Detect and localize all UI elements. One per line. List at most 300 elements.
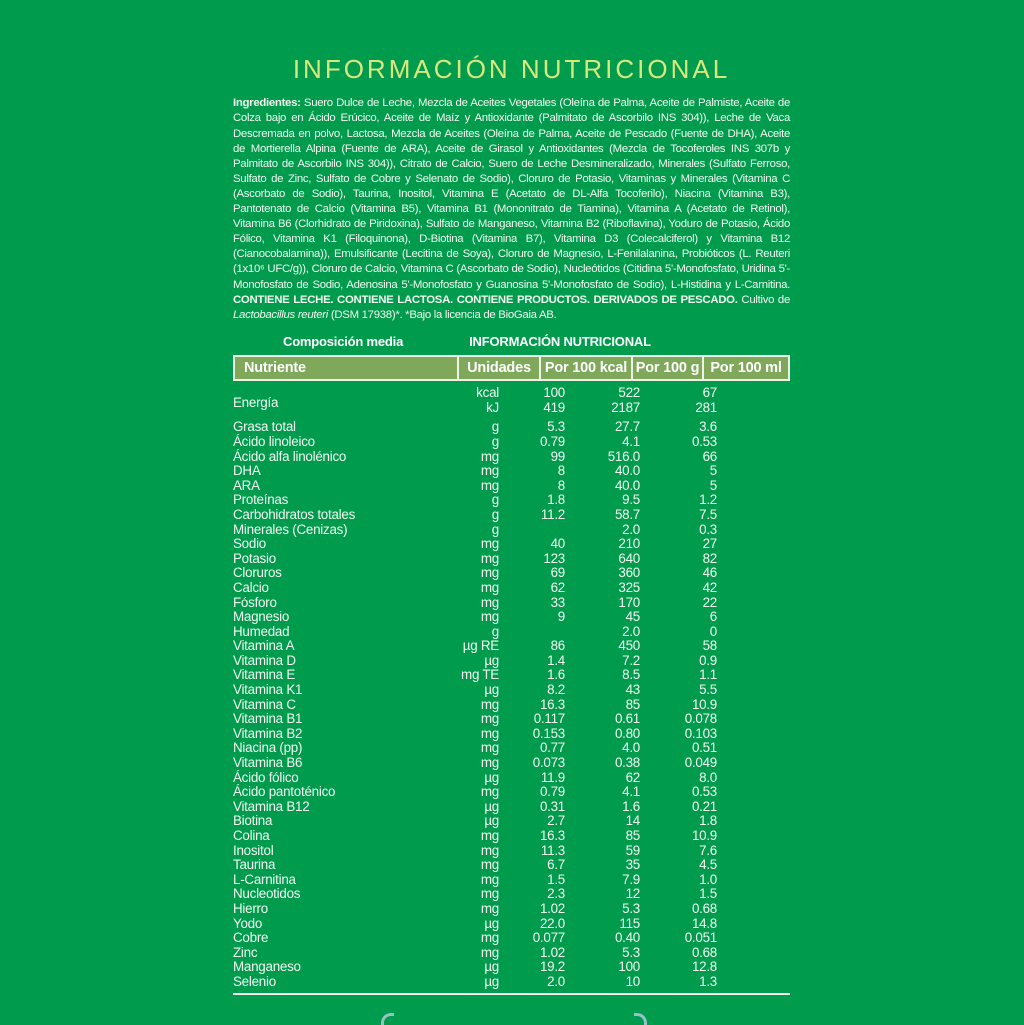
cell-spacer bbox=[717, 537, 790, 552]
cell-per-100-ml: 0.078 bbox=[684, 711, 717, 727]
cell-nutrient-name: L-Carnitina bbox=[233, 871, 296, 887]
ingredient-segment: Suero Dulce de Leche, Mezcla de Aceites Vegetales (Oleína de Palma, Aceite de Palmiste, Aceite de Colza bajo en Ácido Erúcico, Aceite de Maíz y Antioxidante (Palmitato de Ascorbilo INS 304)), Leche de Vaca Descremada en polvo, Lactosa, Mezcla de Aceites (Oleína de Palma, Aceite de Pescado (Fuente de DHA), Aceite de Mortierella Alpina (Fuente de ARA), Aceite de Girasol y Antioxidantes (Mezcla de Tocoferoles INS 307b y Palmitato de Ascorbilo INS 304)), Citrato de Calcio, Suero de Leche Desmineralizado, Minerales (Sulfato Ferroso, Sulfato de Zinc, Sulfato de Cobre y Selenato de Sodio), Cloruro de Potasio, Vitaminas y Minerales (Vitamina C (Ascorbato de Sodio), Taurina, Inositol, Vitamina E (Acetato de DL-Alfa Tocoferilo), Niacina (Vitamina B3), Pantotenato de Calcio (Vitamina B5), Vitamina B1 (Mononitrato de Tiamina), Vitamina A (Acetato de Retinol), Vitamina B6 (Clorhidrato de Piridoxina), Sulfato de Manganeso, Vitamina B2 (Riboflavina), Yoduro de Potasio, Ácido Fólico, Vitamina K1 (Filoquinona), D-Biotina (Vitamina B7), Vitamina D3 (Colecalciferol) y Vitamina B12 (Cianocobalamina)), Emulsificante (Lecitina de Soya), Cloruro de Magnesio, L-Fenilalanina, Probióticos (L. Reuteri (1x10⁶ UFC/g)), Cloruro de Calcio, Vitamina C (Ascorbato de Sodio), Nucleótidos (Citidina 5'-Monofosfato, Uridina 5'-Monofosfato de Sodio, Adenosina 5'-Monofosfato y Guanosina 5'-Monofosfato de Sodio), L-Histidina y L-Carnitina. bbox=[233, 97, 790, 291]
ingredient-segment: CONTIENE LECHE. CONTIENE LACTOSA. CONTIENE PRODUCTOS. DERIVADOS DE PESCADO. bbox=[233, 293, 742, 306]
table-row bbox=[233, 420, 790, 435]
table-row bbox=[233, 931, 790, 946]
ingredients-paragraph bbox=[233, 96, 790, 322]
cell-unit: kcal bbox=[476, 385, 499, 401]
table-row bbox=[233, 960, 790, 975]
cell-spacer bbox=[717, 683, 790, 698]
cell-per-100-g: 2.0 bbox=[622, 521, 640, 537]
cell-per-100-ml: 1.1 bbox=[699, 667, 717, 683]
cell-spacer bbox=[717, 401, 790, 421]
cell-per-100-g: 360 bbox=[618, 565, 640, 581]
cell-nutrient-name: Grasa total bbox=[233, 419, 296, 435]
cell-per-100-ml: 67 bbox=[702, 385, 717, 401]
cell-per-100-ml: 66 bbox=[702, 448, 717, 464]
cell-nutrient-name: Ácido fólico bbox=[233, 769, 299, 785]
table-row bbox=[233, 873, 790, 888]
cell-spacer bbox=[717, 566, 790, 581]
cell-per-100-g: 516.0 bbox=[607, 448, 640, 464]
cell-spacer bbox=[717, 712, 790, 727]
cell-per-100-kcal: 1.4 bbox=[547, 652, 565, 668]
cell-per-100-g: 59 bbox=[625, 842, 640, 858]
cell-per-100-kcal: 1.02 bbox=[539, 944, 565, 960]
cell-spacer bbox=[717, 741, 790, 756]
cell-per-100-ml: 0.53 bbox=[691, 784, 717, 800]
cell-nutrient-name: Biotina bbox=[233, 813, 273, 829]
cell-per-100-kcal: 2.0 bbox=[547, 973, 565, 989]
cell-nutrient-name: Zinc bbox=[233, 944, 258, 960]
cell-nutrient-name: Vitamina B6 bbox=[233, 755, 303, 771]
section-label-informacion-nutricional: INFORMACIÓN NUTRICIONAL bbox=[469, 334, 651, 350]
table-row bbox=[233, 435, 790, 450]
cell-nutrient-name: Colina bbox=[233, 828, 270, 843]
cell-nutrient-name: Minerales (Cenizas) bbox=[233, 521, 348, 537]
cell-unit: g bbox=[491, 419, 499, 435]
table-row bbox=[233, 741, 790, 756]
cell-per-100-ml: 0.68 bbox=[691, 900, 717, 916]
cell-nutrient-name: DHA bbox=[233, 463, 261, 479]
cell-unit: mg bbox=[480, 900, 499, 916]
cell-spacer bbox=[717, 479, 790, 494]
cell-per-100-kcal: 16.3 bbox=[539, 696, 565, 712]
cell-unit: mg bbox=[480, 696, 499, 712]
cell-per-100-g: 27.7 bbox=[614, 419, 640, 435]
cell-per-100-kcal: 0.77 bbox=[539, 740, 565, 756]
cell-spacer bbox=[717, 785, 790, 800]
table-header-band bbox=[233, 355, 790, 381]
cell-nutrient-name: Magnesio bbox=[233, 609, 290, 625]
cell-unit: mg bbox=[480, 463, 499, 479]
header-cell-nutrient: Nutriente bbox=[244, 360, 306, 377]
cell-per-100-g: 12 bbox=[625, 886, 640, 902]
cell-per-100-ml: 6 bbox=[709, 609, 717, 625]
cell-nutrient-name: Ácido pantoténico bbox=[233, 784, 336, 800]
header-cell-units: Unidades bbox=[457, 357, 539, 379]
cell-spacer bbox=[717, 508, 790, 523]
cell-spacer bbox=[717, 771, 790, 786]
cell-per-100-g: 40.0 bbox=[614, 463, 640, 479]
cell-unit: mg bbox=[480, 725, 499, 741]
cell-per-100-g: 1.6 bbox=[622, 798, 640, 814]
cell-unit: g bbox=[491, 506, 499, 522]
cell-per-100-g: 4.1 bbox=[622, 784, 640, 800]
cell-per-100-ml: 7.5 bbox=[699, 506, 717, 522]
cell-per-100-ml: 10.9 bbox=[691, 696, 717, 712]
nutrition-table-body bbox=[233, 386, 790, 989]
cell-nutrient-name: Ácido linoleico bbox=[233, 433, 315, 449]
table-row bbox=[233, 858, 790, 873]
cell-per-100-g: 7.2 bbox=[622, 652, 640, 668]
cell-per-100-g: 640 bbox=[618, 550, 640, 566]
cell-per-100-g: 40.0 bbox=[614, 477, 640, 493]
section-labels bbox=[233, 334, 790, 349]
cell-spacer bbox=[717, 581, 790, 596]
cell-unit: mg TE bbox=[461, 667, 499, 683]
cell-per-100-ml: 1.3 bbox=[699, 973, 717, 989]
cell-unit: mg bbox=[480, 550, 499, 566]
table-row bbox=[233, 887, 790, 902]
ingredient-segment: Ingredientes: bbox=[233, 97, 304, 110]
cell-per-100-kcal: 22.0 bbox=[539, 915, 565, 931]
cell-per-100-ml: 3.6 bbox=[699, 419, 717, 435]
cell-per-100-ml: 58 bbox=[702, 638, 717, 654]
cell-per-100-g: 210 bbox=[618, 536, 640, 552]
cell-per-100-g: 170 bbox=[618, 594, 640, 610]
cell-nutrient-name: Vitamina B2 bbox=[233, 725, 303, 741]
cell-unit: mg bbox=[480, 930, 499, 946]
cell-spacer bbox=[717, 902, 790, 917]
cell-spacer bbox=[717, 435, 790, 450]
cell-per-100-ml: 22 bbox=[702, 594, 717, 610]
corner-artifact-right bbox=[634, 1013, 647, 1025]
cell-per-100-ml: 0.9 bbox=[699, 652, 717, 668]
cell-spacer bbox=[717, 931, 790, 946]
cell-per-100-kcal: 0.31 bbox=[539, 798, 565, 814]
cell-nutrient-name: Taurina bbox=[233, 857, 276, 873]
cell-per-100-g: 4.1 bbox=[622, 433, 640, 449]
cell-nutrient-name: Inositol bbox=[233, 842, 274, 858]
cell-per-100-g: 0.80 bbox=[614, 725, 640, 741]
cell-per-100-g: 45 bbox=[625, 609, 640, 625]
cell-nutrient-name: Selenio bbox=[233, 973, 276, 989]
cell-per-100-kcal: 99 bbox=[550, 448, 565, 464]
cell-nutrient-name: Energía bbox=[233, 394, 279, 410]
cell-unit: mg bbox=[480, 857, 499, 873]
cell-unit: mg bbox=[480, 579, 499, 595]
cell-per-100-kcal bbox=[499, 523, 565, 538]
cell-spacer bbox=[717, 975, 790, 990]
cell-per-100-ml: 0 bbox=[709, 623, 717, 639]
cell-nutrient-name: Cloruros bbox=[233, 565, 282, 581]
cell-per-100-ml: 0.3 bbox=[699, 521, 717, 537]
cell-unit: mg bbox=[480, 886, 499, 902]
cell-per-100-kcal: 8.2 bbox=[547, 682, 565, 698]
table-row bbox=[233, 625, 790, 640]
cell-spacer bbox=[717, 654, 790, 669]
cell-nutrient-name: Manganeso bbox=[233, 959, 301, 975]
cell-per-100-kcal: 0.153 bbox=[532, 725, 565, 741]
cell-per-100-g: 58.7 bbox=[614, 506, 640, 522]
cell-nutrient-name: Humedad bbox=[233, 623, 290, 639]
cell-spacer bbox=[717, 946, 790, 961]
cell-spacer bbox=[717, 887, 790, 902]
bottom-rule bbox=[233, 993, 790, 995]
cell-spacer bbox=[717, 814, 790, 829]
cell-per-100-kcal: 69 bbox=[550, 565, 565, 581]
cell-spacer bbox=[717, 858, 790, 873]
cell-spacer bbox=[717, 386, 790, 401]
cell-nutrient-name: Vitamina E bbox=[233, 667, 296, 683]
table-row bbox=[233, 829, 790, 844]
cell-per-100-ml: 0.049 bbox=[684, 755, 717, 771]
cell-unit: g bbox=[491, 623, 499, 639]
ingredient-segment: Lactobacillus reuteri bbox=[233, 308, 329, 321]
cell-per-100-ml: 281 bbox=[695, 399, 717, 415]
table-row bbox=[233, 668, 790, 683]
cell-unit: µg bbox=[484, 652, 499, 668]
header-cell-per-100-ml: Por 100 ml bbox=[702, 357, 788, 379]
cell-per-100-kcal: 100 bbox=[543, 385, 565, 401]
cell-per-100-ml: 42 bbox=[702, 579, 717, 595]
cell-nutrient-name: Cobre bbox=[233, 930, 269, 946]
cell-per-100-g: 14 bbox=[625, 813, 640, 829]
cell-per-100-kcal: 19.2 bbox=[539, 959, 565, 975]
cell-unit: µg bbox=[484, 959, 499, 975]
cell-per-100-kcal: 1.5 bbox=[547, 871, 565, 887]
table-row bbox=[233, 479, 790, 494]
cell-spacer bbox=[717, 596, 790, 611]
cell-spacer bbox=[717, 639, 790, 654]
cell-unit: µg bbox=[484, 769, 499, 785]
cell-per-100-kcal: 0.077 bbox=[532, 930, 565, 946]
cell-per-100-kcal: 0.117 bbox=[533, 711, 565, 727]
cell-spacer bbox=[717, 668, 790, 683]
cell-spacer bbox=[717, 610, 790, 625]
cell-per-100-ml: 1.5 bbox=[699, 886, 717, 902]
cell-per-100-kcal: 0.79 bbox=[539, 784, 565, 800]
cell-per-100-kcal: 8 bbox=[557, 477, 565, 493]
cell-per-100-g: 85 bbox=[625, 696, 640, 712]
cell-spacer bbox=[717, 800, 790, 815]
table-row bbox=[233, 800, 790, 815]
cell-per-100-g: 8.5 bbox=[622, 667, 640, 683]
cell-unit: mg bbox=[480, 842, 499, 858]
cell-unit: mg bbox=[480, 784, 499, 800]
cell-per-100-g: 0.61 bbox=[614, 711, 640, 727]
cell-per-100-ml: 10.9 bbox=[691, 828, 717, 843]
cell-per-100-g: 62 bbox=[625, 769, 640, 785]
cell-per-100-kcal: 1.6 bbox=[547, 667, 565, 683]
cell-per-100-ml: 27 bbox=[702, 536, 717, 552]
cell-per-100-g: 325 bbox=[618, 579, 640, 595]
table-row bbox=[233, 698, 790, 713]
cell-per-100-ml: 0.103 bbox=[684, 725, 717, 741]
table-row bbox=[233, 712, 790, 727]
cell-per-100-ml: 5 bbox=[709, 463, 717, 479]
table-row bbox=[233, 596, 790, 611]
cell-unit: g bbox=[491, 492, 499, 508]
table-row bbox=[233, 727, 790, 742]
table-row bbox=[233, 386, 790, 401]
cell-spacer bbox=[717, 420, 790, 435]
cell-unit: mg bbox=[480, 594, 499, 610]
table-row bbox=[233, 946, 790, 961]
cell-unit: mg bbox=[480, 755, 499, 771]
cell-per-100-kcal: 62 bbox=[550, 579, 565, 595]
table-row bbox=[233, 566, 790, 581]
cell-per-100-ml: 14.8 bbox=[691, 915, 717, 931]
cell-spacer bbox=[717, 698, 790, 713]
cell-per-100-kcal: 40 bbox=[550, 536, 565, 552]
cell-per-100-g: 35 bbox=[625, 857, 640, 873]
cell-spacer bbox=[717, 829, 790, 844]
cell-nutrient-name: Vitamina B1 bbox=[233, 711, 303, 727]
cell-per-100-kcal: 5.3 bbox=[547, 419, 565, 435]
table-row bbox=[233, 844, 790, 859]
table-row bbox=[233, 917, 790, 932]
cell-per-100-kcal: 0.073 bbox=[532, 755, 565, 771]
cell-per-100-ml: 0.53 bbox=[691, 433, 717, 449]
cell-per-100-kcal: 6.7 bbox=[547, 857, 565, 873]
cell-unit: kJ bbox=[486, 399, 499, 415]
cell-per-100-g: 450 bbox=[618, 638, 640, 654]
cell-per-100-ml: 46 bbox=[702, 565, 717, 581]
cell-per-100-g: 5.3 bbox=[622, 944, 640, 960]
cell-unit: mg bbox=[480, 536, 499, 552]
cell-per-100-kcal: 11.9 bbox=[540, 769, 565, 785]
header-cell-per-100-kcal: Por 100 kcal bbox=[539, 357, 631, 379]
cell-per-100-kcal: 16.3 bbox=[539, 828, 565, 843]
table-row bbox=[233, 683, 790, 698]
cell-nutrient-name: Calcio bbox=[233, 579, 269, 595]
cell-nutrient-name: Proteínas bbox=[233, 492, 289, 508]
cell-per-100-g: 0.40 bbox=[614, 930, 640, 946]
table-row bbox=[233, 756, 790, 771]
cell-spacer bbox=[717, 873, 790, 888]
cell-unit: g bbox=[491, 521, 499, 537]
cell-unit: µg bbox=[484, 813, 499, 829]
table-row bbox=[233, 785, 790, 800]
cell-spacer bbox=[717, 960, 790, 975]
cell-spacer bbox=[717, 625, 790, 640]
cell-per-100-g: 522 bbox=[618, 385, 640, 401]
cell-per-100-g: 7.9 bbox=[622, 871, 640, 887]
cell-nutrient-name: Vitamina D bbox=[233, 652, 296, 668]
cell-unit: µg bbox=[484, 915, 499, 931]
cell-nutrient-name: Potasio bbox=[233, 550, 276, 566]
cell-per-100-ml: 5 bbox=[709, 477, 717, 493]
cell-unit: mg bbox=[480, 565, 499, 581]
cell-per-100-kcal: 2.3 bbox=[547, 886, 565, 902]
table-row bbox=[233, 639, 790, 654]
cell-unit: µg RE bbox=[462, 638, 499, 654]
cell-unit: mg bbox=[480, 477, 499, 493]
cell-spacer bbox=[717, 523, 790, 538]
ingredient-segment: (DSM 17938)*. *Bajo la licencia de BioGaia AB. bbox=[328, 308, 557, 321]
cell-per-100-ml: 5.5 bbox=[699, 682, 717, 698]
cell-unit: g bbox=[491, 433, 499, 449]
cell-nutrient-name: Carbohidratos totales bbox=[233, 506, 356, 522]
cell-per-100-ml: 1.0 bbox=[699, 871, 717, 887]
cell-per-100-kcal: 9 bbox=[557, 609, 565, 625]
cell-nutrient-name: Vitamina A bbox=[233, 638, 295, 654]
cell-unit: µg bbox=[484, 682, 499, 698]
page-title: INFORMACIÓN NUTRICIONAL bbox=[292, 54, 731, 84]
section-label-composicion-media: Composición media bbox=[283, 334, 404, 350]
cell-spacer bbox=[717, 727, 790, 742]
cell-nutrient-name: ARA bbox=[233, 477, 260, 493]
cell-nutrient-name: Ácido alfa linolénico bbox=[233, 448, 347, 464]
cell-spacer bbox=[717, 756, 790, 771]
cell-unit: mg bbox=[480, 871, 499, 887]
cell-per-100-kcal: 11.2 bbox=[540, 506, 565, 522]
cell-unit: mg bbox=[480, 609, 499, 625]
cell-unit: mg bbox=[480, 740, 499, 756]
cell-per-100-ml: 1.8 bbox=[699, 813, 717, 829]
cell-per-100-g: 4.0 bbox=[622, 740, 640, 756]
cell-per-100-g: 2.0 bbox=[622, 623, 640, 639]
cell-unit: mg bbox=[480, 711, 499, 727]
cell-spacer bbox=[717, 464, 790, 479]
cell-per-100-ml: 0.51 bbox=[691, 740, 717, 756]
cell-per-100-g: 9.5 bbox=[622, 492, 640, 508]
table-row bbox=[233, 610, 790, 625]
cell-per-100-g: 5.3 bbox=[622, 900, 640, 916]
cell-per-100-ml: 0.21 bbox=[691, 798, 717, 814]
cell-per-100-ml: 4.5 bbox=[699, 857, 717, 873]
cell-spacer bbox=[717, 493, 790, 508]
cell-spacer bbox=[717, 844, 790, 859]
cell-per-100-kcal: 419 bbox=[543, 399, 565, 415]
cell-per-100-g: 115 bbox=[619, 915, 640, 931]
cell-nutrient-name: Sodio bbox=[233, 536, 266, 552]
cell-per-100-kcal: 0.79 bbox=[539, 433, 565, 449]
cell-per-100-kcal: 33 bbox=[550, 594, 565, 610]
cell-per-100-ml: 0.051 bbox=[684, 930, 717, 946]
table-row bbox=[233, 450, 790, 465]
cell-nutrient-name: Vitamina K1 bbox=[233, 682, 303, 698]
cell-per-100-kcal: 1.02 bbox=[539, 900, 565, 916]
cell-per-100-g: 0.38 bbox=[614, 755, 640, 771]
header-cell-per-100-g: Por 100 g bbox=[631, 357, 702, 379]
cell-unit: µg bbox=[484, 798, 499, 814]
table-row bbox=[233, 508, 790, 523]
cell-per-100-ml: 7.6 bbox=[699, 842, 717, 858]
cell-nutrient-name: Yodo bbox=[233, 915, 263, 931]
table-row bbox=[233, 523, 790, 538]
cell-unit: µg bbox=[484, 973, 499, 989]
cell-unit: mg bbox=[480, 448, 499, 464]
table-row bbox=[233, 975, 790, 990]
cell-nutrient-name: Fósforo bbox=[233, 594, 277, 610]
table-row bbox=[233, 552, 790, 567]
table-row bbox=[233, 654, 790, 669]
corner-artifact-left bbox=[381, 1013, 394, 1025]
cell-spacer bbox=[717, 917, 790, 932]
cell-per-100-kcal: 123 bbox=[543, 550, 565, 566]
nutrition-panel bbox=[233, 54, 790, 995]
nutrition-table bbox=[233, 386, 790, 989]
cell-per-100-kcal: 86 bbox=[550, 638, 565, 654]
cell-per-100-ml: 1.2 bbox=[699, 492, 717, 508]
cell-per-100-g: 100 bbox=[618, 959, 640, 975]
cell-nutrient-name: Vitamina C bbox=[233, 696, 296, 712]
table-row bbox=[233, 581, 790, 596]
table-row bbox=[233, 902, 790, 917]
cell-unit: mg bbox=[480, 828, 499, 843]
cell-nutrient-name: Nucleotidos bbox=[233, 886, 301, 902]
cell-per-100-kcal: 11.3 bbox=[540, 842, 565, 858]
cell-nutrient-name: Niacina (pp) bbox=[233, 740, 303, 756]
cell-per-100-kcal: 2.7 bbox=[547, 813, 565, 829]
cell-unit: mg bbox=[480, 944, 499, 960]
cell-per-100-ml: 12.8 bbox=[691, 959, 717, 975]
cell-nutrient-name: Hierro bbox=[233, 900, 268, 916]
table-row bbox=[233, 537, 790, 552]
cell-per-100-g: 10 bbox=[625, 973, 640, 989]
cell-nutrient-name: Vitamina B12 bbox=[233, 798, 310, 814]
cell-per-100-kcal: 1.8 bbox=[547, 492, 565, 508]
cell-per-100-ml: 82 bbox=[702, 550, 717, 566]
cell-per-100-g: 2187 bbox=[611, 399, 640, 415]
ingredient-segment: Cultivo de bbox=[741, 293, 790, 306]
cell-per-100-kcal bbox=[499, 625, 565, 640]
cell-per-100-ml: 0.68 bbox=[691, 944, 717, 960]
cell-per-100-g: 85 bbox=[625, 828, 640, 843]
table-row bbox=[233, 493, 790, 508]
